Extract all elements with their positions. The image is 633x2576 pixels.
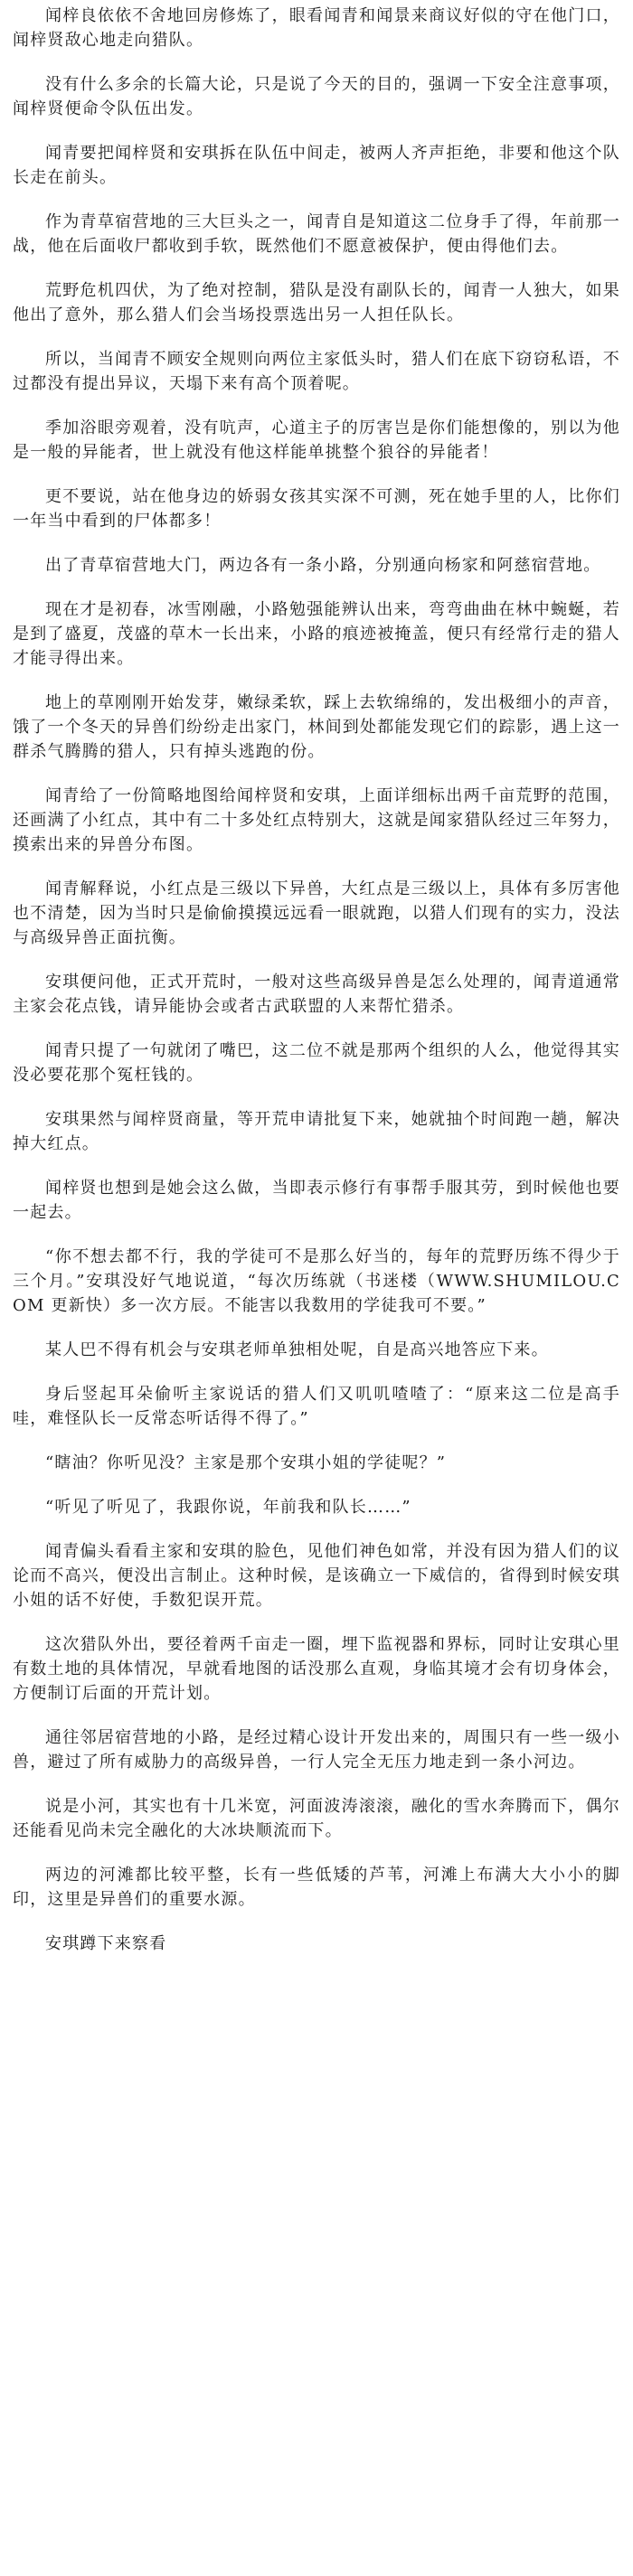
paragraph: “瞎油？你听见没？主家是那个安琪小姐的学徒呢？” (45, 1453, 447, 1472)
paragraph: 说是小河，其实也有十几米宽，河面波涛滚滚，融化的雪水奔腾而下，偶尔还能看见尚未完全融化的大冰块顺流而下。 (13, 1797, 620, 1840)
paragraph: 安琪蹲下来察看 (45, 1934, 167, 1953)
paragraph: 更不要说，站在他身边的娇弱女孩其实深不可测，死在她手里的人，比你们一年当中看到的尸体都多！ (13, 487, 620, 531)
paragraph: 通往邻居宿营地的小路，是经过精心设计开发出来的，周围只有一些一级小兽，避过了所有威胁力的高级异兽，一行人完全无压力地走到一条小河边。 (13, 1728, 620, 1772)
paragraph: 所以，当闻青不顾安全规则向两位主家低头时，猎人们在底下窃窃私语，不过都没有提出异议，天塌下来有高个顶着呢。 (13, 350, 620, 393)
paragraph: 闻青只提了一句就闭了嘴巴，这二位不就是那两个组织的人么，他觉得其实没必要花那个冤枉钱的。 (13, 1041, 620, 1085)
paragraph: 身后竖起耳朵偷听主家说话的猎人们又叽叽喳喳了：“原来这二位是高手哇，难怪队长一反常态听话得不得了。” (13, 1385, 620, 1428)
paragraph: 闻青偏头看看主家和安琪的脸色，见他们神色如常，并没有因为猎人们的议论而不高兴，便没出言制止。这种时候，是该确立一下威信的，省得到时候安琪小姐的话不好使，手数犯误开荒。 (13, 1542, 620, 1610)
paragraph: 作为青草宿营地的三大巨头之一，闻青自是知道这二位身手了得，年前那一战，他在后面收尸都收到手软，既然他们不愿意被保护，便由得他们去。 (13, 212, 620, 256)
paragraph: 没有什么多余的长篇大论，只是说了今天的目的，强调一下安全注意事项，闻梓贤便命令队伍出发。 (13, 75, 620, 118)
paragraph: 安琪果然与闻梓贤商量，等开荒申请批复下来，她就抽个时间跑一趟，解决掉大红点。 (13, 1110, 620, 1153)
paragraph: “听见了听见了，我跟你说，年前我和队长……” (45, 1498, 411, 1517)
paragraph: 两边的河滩都比较平整，长有一些低矮的芦苇，河滩上布满大大小小的脚印，这里是异兽们的重要水源。 (13, 1866, 620, 1909)
paragraph: 现在才是初春，冰雪刚融，小路勉强能辨认出来，弯弯曲曲在林中蜿蜒，若是到了盛夏，茂盛的草木一长出来，小路的痕迹被掩盖，便只有经常行走的猎人才能寻得出来。 (13, 600, 620, 668)
paragraph: 闻青解释说，小红点是三级以下异兽，大红点是三级以上，具体有多厉害他也不清楚，因为当时只是偷偷摸摸远远看一眼就跑，以猎人们现有的实力，没法与高级异兽正面抗衡。 (13, 879, 620, 947)
paragraph: 闻梓贤也想到是她会这么做，当即表示修行有事帮手服其劳，到时候他也要一起去。 (13, 1179, 620, 1222)
paragraph: 出了青草宿营地大门，两边各有一条小路，分别通向杨家和阿慈宿营地。 (45, 556, 601, 575)
paragraph: 闻青要把闻梓贤和安琪拆在队伍中间走，被两人齐声拒绝，非要和他这个队长走在前头。 (13, 144, 620, 187)
paragraph: 季加浴眼旁观着，没有吭声，心道主子的厉害岂是你们能想像的，别以为他是一般的异能者，世上就没有他这样能单挑整个狼谷的异能者！ (13, 418, 620, 462)
paragraph: 安琪便问他，正式开荒时，一般对这些高级异兽是怎么处理的，闻青道通常主家会花点钱，请异能协会或者古武联盟的人来帮忙猎杀。 (13, 973, 620, 1016)
paragraph: 闻梓良依依不舍地回房修炼了，眼看闻青和闻景来商议好似的守在他门口，闻梓贤敌心地走向猎队。 (13, 6, 620, 50)
paragraph: 荒野危机四伏，为了绝对控制，猎队是没有副队长的，闻青一人独大，如果他出了意外，那么猎人们会当场投票选出另一人担任队长。 (13, 281, 620, 324)
paragraph: 某人巴不得有机会与安琪老师单独相处呢，自是高兴地答应下来。 (45, 1340, 549, 1359)
paragraph: “你不想去都不行，我的学徒可不是那么好当的，每年的荒野历练不得少于三个月。”安琪没好气地说道，“每次历练就（书迷楼（WWW.SHUMILOU.COM 更新快）多一次方辰。不能害以我数用的学徒我可不要。” (13, 1247, 620, 1315)
paragraph: 地上的草刚刚开始发芽，嫩绿柔软，踩上去软绵绵的，发出极细小的声音，饿了一个冬天的异兽们纷纷走出家门，林间到处都能发现它们的踪影，遇上这一群杀气腾腾的猎人，只有掉头逃跑的份。 (13, 693, 620, 761)
paragraph: 这次猎队外出，要径着两千亩走一圈，埋下监视器和界标，同时让安琪心里有数土地的具体情况，早就看地图的话没那么直观，身临其境才会有切身体会，方便制订后面的开荒计划。 (13, 1635, 620, 1703)
paragraph: 闻青给了一份简略地图给闻梓贤和安琪，上面详细标出两千亩荒野的范围，还画满了小红点，其中有二十多处红点特别大，这就是闻家猎队经过三年努力，摸索出来的异兽分布图。 (13, 786, 620, 854)
